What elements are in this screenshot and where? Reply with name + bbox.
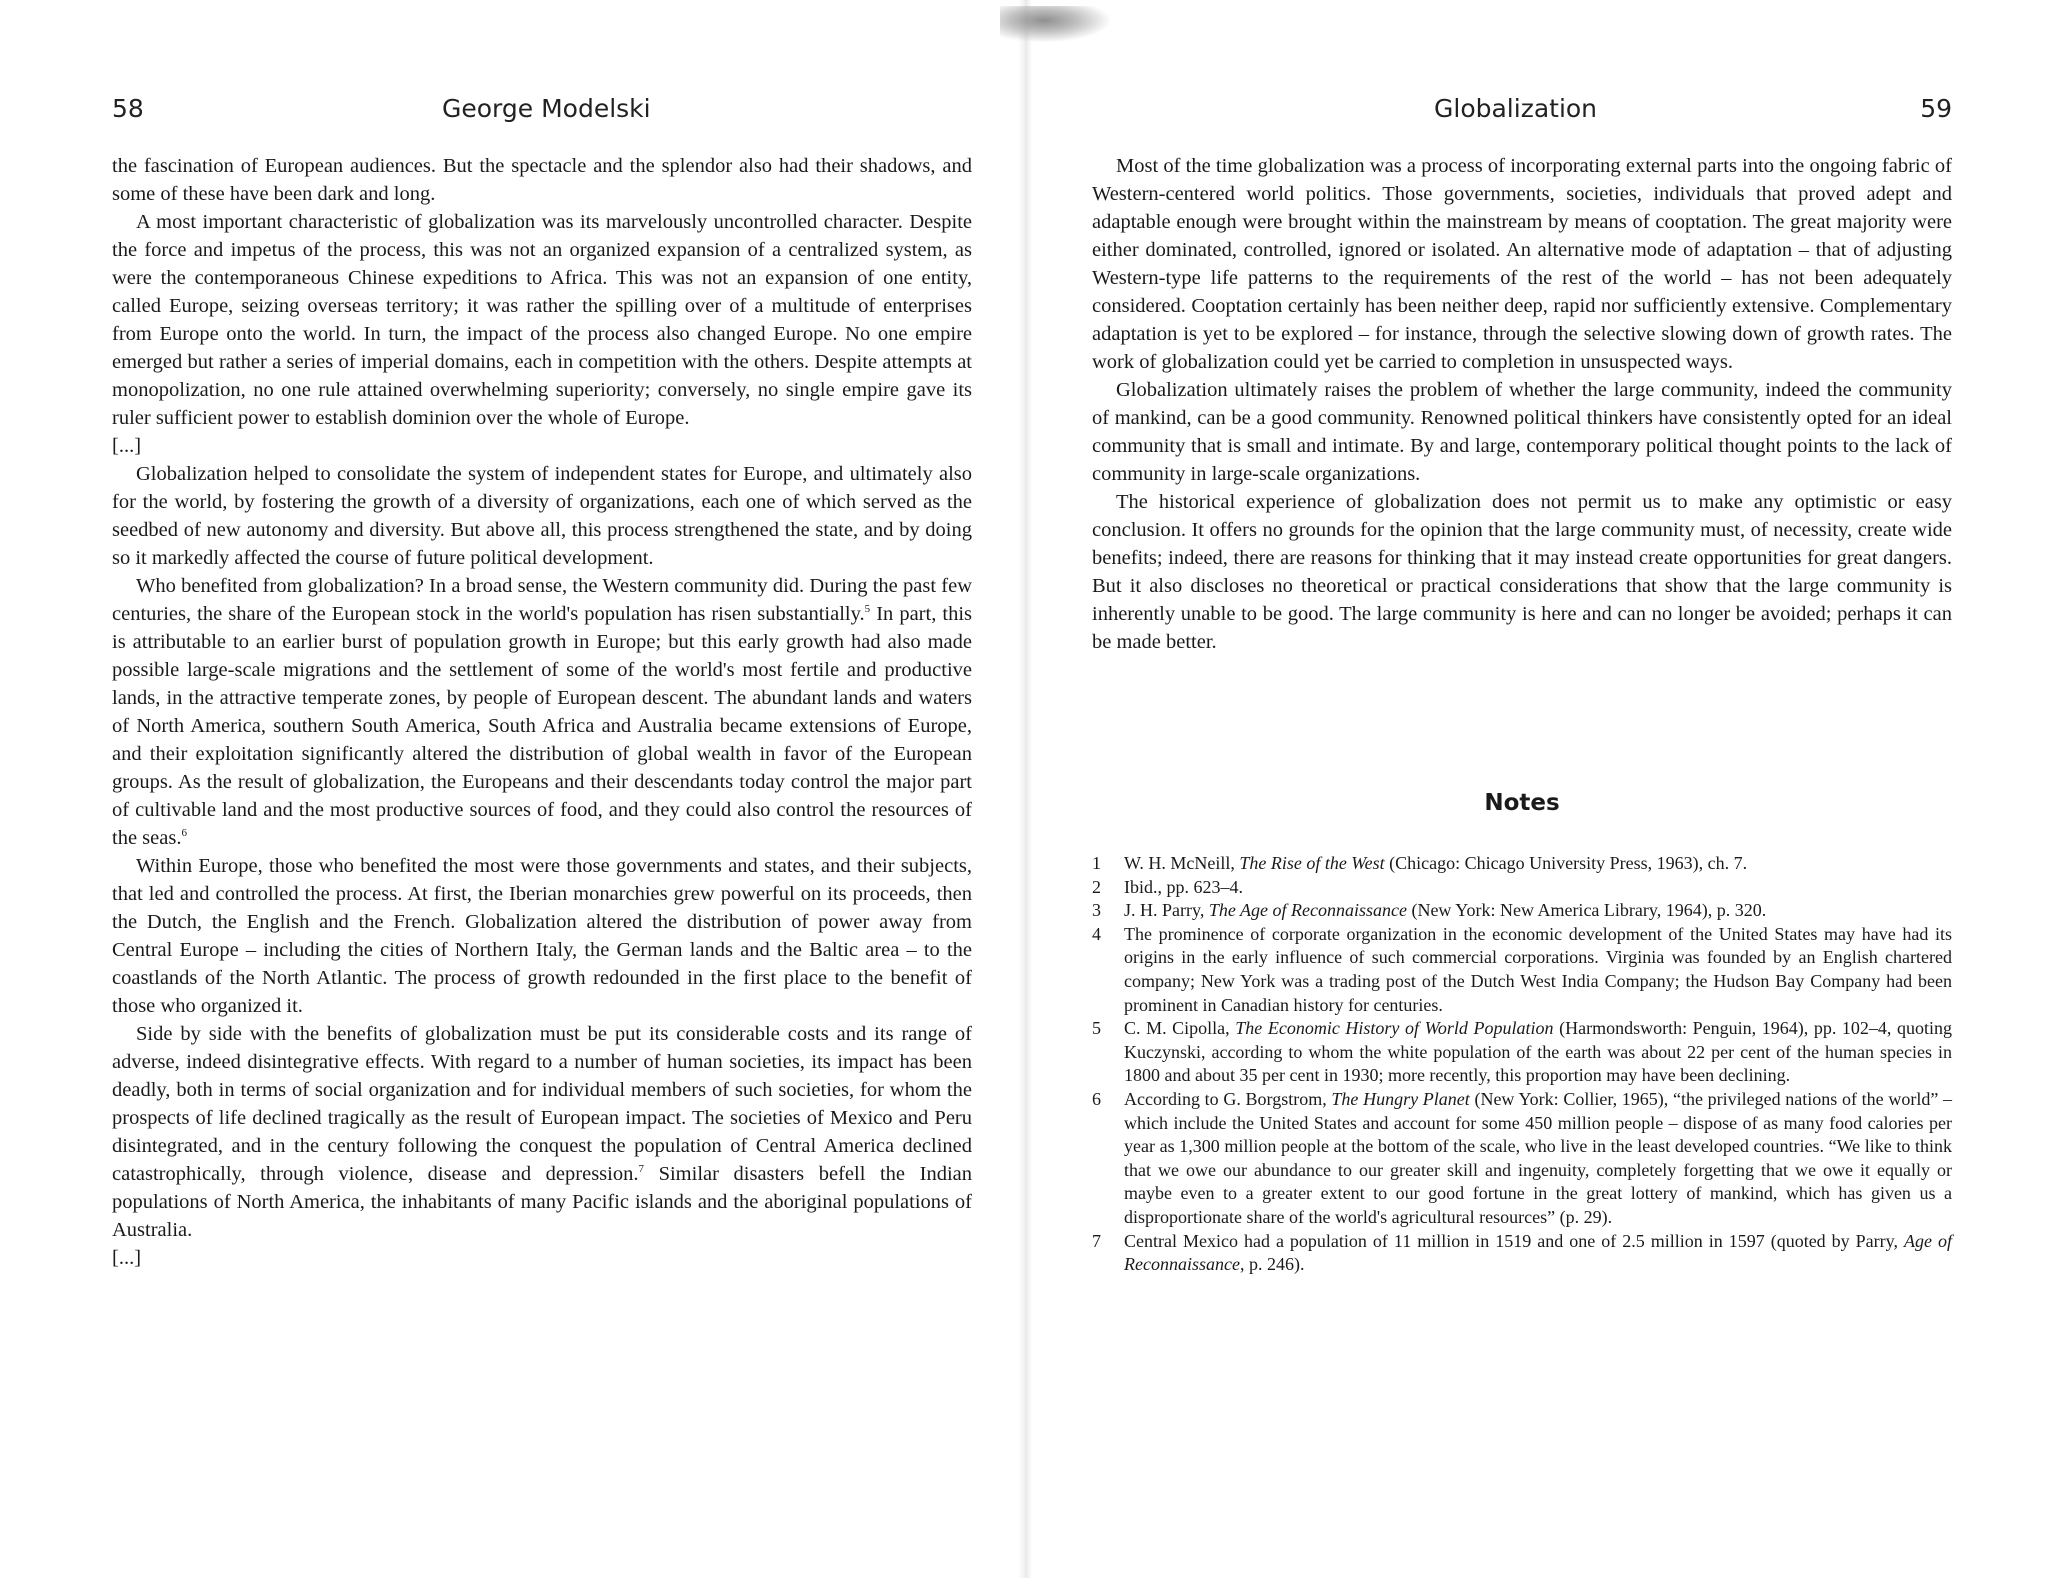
ellipsis-marker: [...] bbox=[112, 1247, 142, 1269]
note-item bbox=[1092, 1230, 1952, 1277]
footnote-ref: 5 bbox=[864, 603, 871, 616]
paragraph: Within Europe, those who benefited the most were those governments and states, and their subjects, that led and controlled the process. At first, the Iberian monarchies grew powerful on its proceeds, then the Dutch, the English and the French. Globalization altered the distribution of power away from Central Europe – including the cities of Northern Italy, the German lands and the Baltic area – to the coastlands of the North Atlantic. The process of growth redounded in the first place to the benefit of those who organized it. bbox=[112, 855, 972, 1017]
paragraph: Globalization helped to consolidate the system of independent states for Europe, and ultimately also for the world, by fostering the growth of a diversity of organizations, each one of which served as the seedbed of new autonomy and diversity. But above all, this process strengthened the state, and by doing so it markedly affected the course of future political development. bbox=[112, 463, 972, 569]
paragraph-text: Side by side with the benefits of globalization must be put its considerable costs and its range of adverse, indeed disintegrative effects. With regard to a number of human societies, its impact has been deadly, both in terms of social organization and for individual members of such societies, for whom the prospects of life declined tragically as the result of European impact. The societies of Mexico and Peru disintegrated, and in the century following the conquest the population of Central America declined catastrophically, through violence, disease and depression. bbox=[112, 1023, 972, 1185]
footnote-ref: 7 bbox=[638, 1163, 644, 1176]
footnote-ref: 6 bbox=[181, 827, 187, 840]
page-number: 59 bbox=[1920, 94, 1952, 123]
note-item bbox=[1092, 1017, 1952, 1088]
right-page-header bbox=[1092, 94, 1952, 130]
note-number: 4 bbox=[1092, 923, 1101, 944]
notes-list bbox=[1092, 852, 1952, 1277]
paragraph-text: Similar disasters befell the Indian populations of North America, the inhabitants of many Pacific islands and the aboriginal populations of Australia. bbox=[112, 1163, 972, 1241]
paragraph bbox=[112, 572, 972, 852]
note-number: 2 bbox=[1092, 876, 1101, 897]
paragraph: A most important characteristic of globalization was its marvelously uncontrolled character. Despite the force and impetus of the process, this was not an organized expansion of a centralized system, as were the contemporaneous Chinese expeditions to Africa. This was not an expansion of one entity, called Europe, seizing overseas territory; it was rather the spilling over of a multitude of enterprises from Europe onto the world. In turn, the impact of the process also changed Europe. No one empire emerged but rather a series of imperial domains, each in competition with the others. Despite attempts at monopolization, no one rule attained overwhelming superiority; conversely, no single empire gave its ruler sufficient power to establish dominion over the whole of Europe. bbox=[112, 211, 972, 429]
note-item bbox=[1092, 1088, 1952, 1230]
note-item bbox=[1092, 899, 1952, 923]
note-text: (New York: New America Library, 1964), p. 320. bbox=[1406, 900, 1767, 921]
paragraph: The historical experience of globalization does not permit us to make any optimistic or easy conclusion. It offers no grounds for the opinion that the large community must, of necessity, create wide benefits; indeed, there are reasons for thinking that it may instead create opportunities for great dangers. But it also discloses no theoretical or practical considerations that show that the large community is inherently unable to be good. The large community is here and can no longer be avoided; perhaps it can be made better. bbox=[1092, 491, 1952, 653]
paragraph-text: In part, this is attributable to an earlier burst of population growth in Europe; but this early growth had also made possible large-scale migrations and the settlement of some of the world's most fertile and productive lands, in the attractive temperate zones, by people of European descent. The abundant lands and waters of North America, southern South America, South Africa and Australia became extensions of Europe, and their exploitation significantly altered the distribution of global wealth in favor of the European groups. As the result of globalization, the Europeans and their descendants today control the major part of cultivable land and the most productive sources of food, and they could also control the resources of the seas. bbox=[112, 603, 972, 849]
note-text: The prominence of corporate organization in the economic development of the United States may have had its origins in the early influence of such commercial corporations. Virginia was founded by an English chartered company; New York was a trading post of the Dutch West India Company; the Hudson Bay Company had been prominent in Canadian history for centuries. bbox=[1124, 923, 1952, 1015]
note-item bbox=[1092, 852, 1952, 876]
left-page-body bbox=[112, 152, 972, 1272]
left-page bbox=[112, 0, 972, 1578]
paragraph: Most of the time globalization was a process of incorporating external parts into the ongoing fabric of Western-centered world politics. Those governments, societies, individuals that proved adept and adaptable enough were brought within the mainstream by means of cooptation. The great majority were either dominated, controlled, ignored or isolated. An alternative mode of adaptation – that of adjusting Western-type life patterns to the requirements of the rest of the world – has not been adequately considered. Cooptation certainly has been neither deep, rapid nor sufficiently extensive. Complementary adaptation is yet to be explored – for instance, through the selective slowing down of growth rates. The work of globalization could yet be carried to completion in unsuspected ways. bbox=[1092, 155, 1952, 373]
note-text: (Harmondsworth: Penguin, 1964), pp. 102–4, quoting Kuczynski, according to whom the white population of the earth was about 22 per cent of the human species in 1800 and about 35 per cent in 1930; more recently, this proportion may have been declining. bbox=[1124, 1018, 1952, 1086]
note-text: Ibid., pp. 623–4. bbox=[1124, 876, 1243, 897]
note-number: 6 bbox=[1092, 1088, 1101, 1109]
note-number: 5 bbox=[1092, 1018, 1101, 1039]
left-page-header bbox=[112, 94, 972, 130]
right-page-body bbox=[1092, 152, 1952, 656]
note-number: 3 bbox=[1092, 900, 1101, 921]
note-item bbox=[1092, 923, 1952, 1017]
note-text: Central Mexico had a population of 11 million in 1519 and one of 2.5 million in 1597 (quoted by Parry, bbox=[1124, 1230, 1904, 1251]
ellipsis-marker: [...] bbox=[112, 435, 142, 457]
note-item bbox=[1092, 876, 1952, 900]
note-text: J. H. Parry, bbox=[1124, 900, 1209, 921]
paragraph: Globalization ultimately raises the problem of whether the large community, indeed the community of mankind, can be a good community. Renowned political thinkers have consistently opted for an ideal community that is small and intimate. By and large, contemporary political thought points to the lack of community in large-scale organizations. bbox=[1092, 379, 1952, 485]
running-head: George Modelski bbox=[442, 94, 651, 123]
paragraph-text: Who benefited from globalization? In a broad sense, the Western community did. During the past few centuries, the share of the European stock in the world's population has risen substantially. bbox=[112, 575, 972, 625]
paragraph bbox=[112, 1020, 972, 1244]
running-head: Globalization bbox=[1434, 94, 1598, 123]
note-number: 1 bbox=[1092, 853, 1101, 873]
note-text: C. M. Cipolla, bbox=[1124, 1018, 1236, 1039]
note-cited-title: The Age of Reconnaissance bbox=[1208, 900, 1407, 921]
note-text: (New York: Collier, 1965), “the privileged nations of the world” – which include the United States and account for some 450 million people – dispose of as many food calories per year as 1,300 million people at the bottom of the scale, who live in the least developed countries. “We like to think that we owe our abundance to our greater skill and ingenuity, completely forgetting that we owe it equally or maybe even to a greater extent to our good fortune in the great lottery of mankind, which has given us a disproportionate share of the world's agricultural resources” (p. 29). bbox=[1124, 1088, 1952, 1227]
notes-heading: Notes bbox=[1484, 790, 1560, 816]
page-number: 58 bbox=[112, 94, 144, 123]
right-page bbox=[1092, 0, 1952, 1578]
note-text: (Chicago: Chicago University Press, 1963), ch. 7. bbox=[1384, 853, 1748, 873]
paragraph: the fascination of European audiences. But the spectacle and the splendor also had their shadows, and some of these have been dark and long. bbox=[112, 155, 972, 205]
note-number: 7 bbox=[1092, 1230, 1101, 1251]
note-text: W. H. McNeill, bbox=[1124, 853, 1240, 873]
note-cited-title: The Economic History of World Population bbox=[1235, 1018, 1554, 1039]
book-gutter bbox=[1018, 0, 1032, 1578]
note-cited-title: The Hungry Planet bbox=[1331, 1088, 1470, 1109]
note-text: , p. 246). bbox=[1239, 1254, 1305, 1275]
note-text: According to G. Borgstrom, bbox=[1124, 1088, 1332, 1109]
note-cited-title: Age of Reconnaissance bbox=[1124, 1230, 1952, 1275]
note-cited-title: The Rise of the West bbox=[1239, 853, 1385, 873]
